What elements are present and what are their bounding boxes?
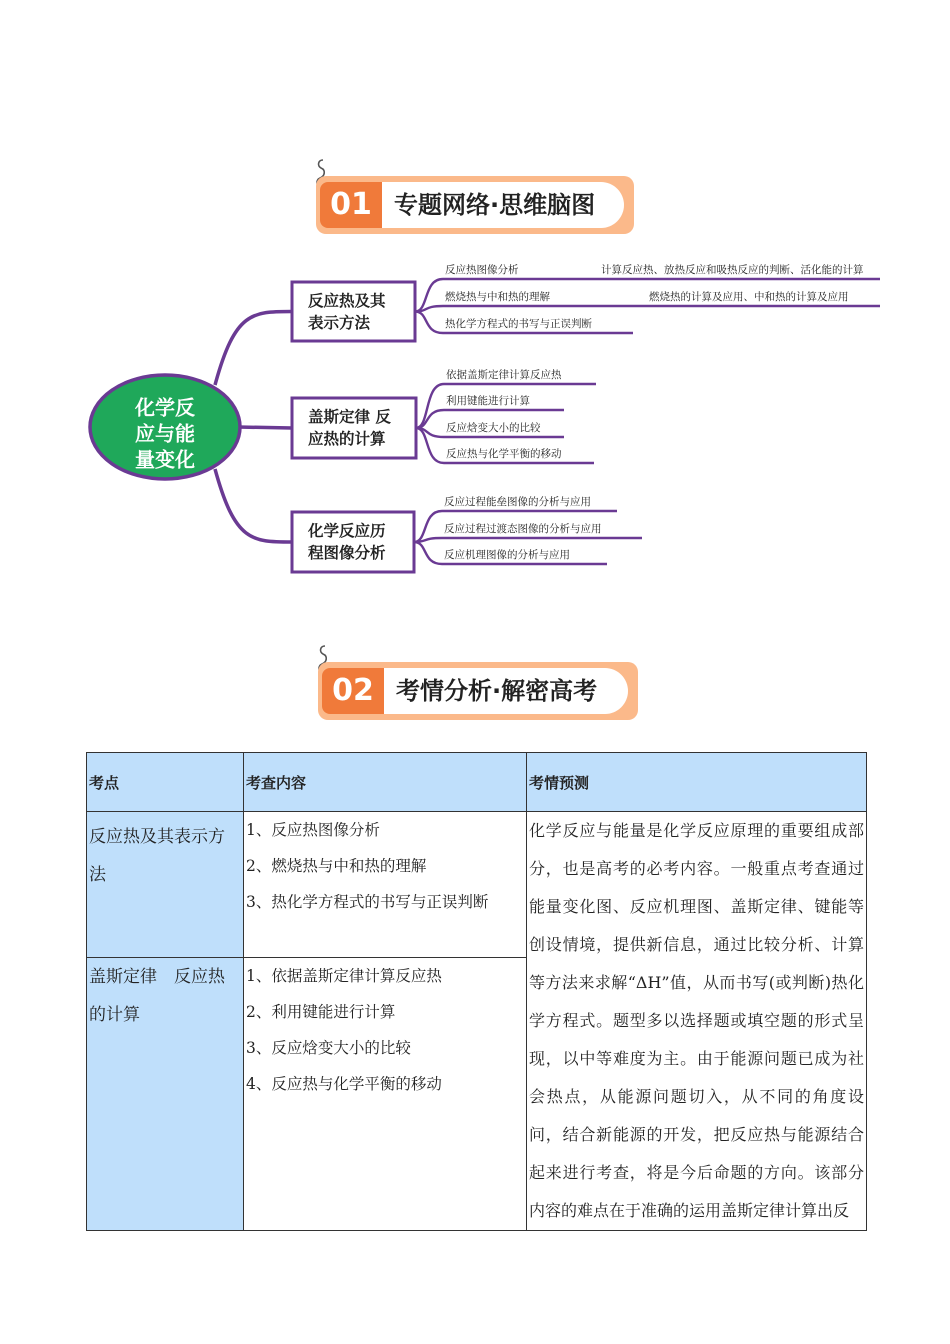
leaf-label: 反应焓变大小的比较	[446, 422, 541, 434]
section-banner-1	[316, 176, 634, 234]
connector-line	[215, 312, 292, 386]
connector-line	[416, 384, 444, 428]
branch-label: 反应热及其	[308, 292, 386, 310]
leaf-label: 反应热与化学平衡的移动	[446, 448, 562, 460]
table-row	[87, 812, 867, 958]
leaf-label: 反应过程过渡态图像的分析与应用	[444, 523, 602, 535]
content-item: 2、利用键能进行计算	[246, 1003, 396, 1022]
branch-label: 表示方法	[308, 314, 371, 332]
branch-box	[292, 398, 416, 458]
leaf-label: 反应过程能垒图像的分析与应用	[444, 496, 591, 508]
leaf-label: 热化学方程式的书写与正误判断	[445, 318, 592, 330]
subleaf-label: 计算反应热、放热反应和吸热反应的判断、活化能的计算	[601, 264, 864, 276]
table-header-row	[87, 753, 867, 812]
branch-label: 程图像分析	[308, 544, 386, 562]
content-cell	[244, 812, 527, 958]
header-content: 考查内容	[244, 753, 527, 812]
header-topic: 考点	[87, 753, 244, 812]
leaf-label: 燃烧热与中和热的理解	[445, 291, 550, 303]
section-number: 01	[320, 182, 382, 228]
root-label: 应与能	[135, 421, 195, 446]
mind-map	[80, 255, 880, 585]
branch-box	[292, 282, 415, 341]
subleaf-label: 燃烧热的计算及应用、中和热的计算及应用	[649, 291, 849, 303]
content-cell	[244, 958, 527, 1231]
connector-line	[414, 542, 442, 564]
content-item: 4、反应热与化学平衡的移动	[246, 1075, 442, 1094]
section-banner-2	[318, 662, 638, 720]
exam-analysis-table	[86, 752, 867, 1231]
connector-line	[415, 312, 443, 334]
branch-label: 盖斯定律 反	[308, 408, 391, 426]
section-title: 专题网络·思维脑图	[382, 182, 624, 228]
leaf-label: 反应热图像分析	[445, 264, 519, 276]
leaf-label: 反应机理图像的分析与应用	[444, 549, 570, 561]
leaf-label: 依据盖斯定律计算反应热	[446, 369, 562, 381]
content-item: 1、依据盖斯定律计算反应热	[246, 967, 442, 986]
connector-line	[215, 469, 292, 542]
prediction-cell: 化学反应与能量是化学反应原理的重要组成部分，也是高考的必考内容。一般重点考查通过能量变化图、反应机理图、盖斯定律、键能等创设情境，提供新信息，通过比较分析、计算等方法来求解“ΔH”值，从而书写(或判断)热化学方程式。题型多以选择题或填空题的形式呈现，以中等难度为主。由于能源问题已成为社会热点，从能源问题切入，从不同的角度设问，结合新能源的开发，把反应热与能源结合起来进行考查，将是今后命题的方向。该部分内容的难点在于准确的运用盖斯定律计算出反	[527, 812, 867, 1231]
content-item: 1、反应热图像分析	[246, 821, 380, 839]
section-number: 02	[322, 668, 384, 714]
section-title: 考情分析·解密高考	[384, 668, 628, 714]
root-label: 量变化	[135, 447, 195, 472]
content-item: 2、燃烧热与中和热的理解	[246, 857, 427, 875]
leaf-label: 利用键能进行计算	[446, 395, 530, 407]
topic-cell: 盖斯定律 反应热的计算	[87, 958, 244, 1231]
branch-label: 化学反应历	[308, 522, 386, 540]
content-item: 3、反应焓变大小的比较	[246, 1039, 411, 1058]
branch-label: 应热的计算	[308, 430, 386, 448]
connector-line	[238, 427, 292, 428]
header-prediction: 考情预测	[527, 753, 867, 812]
root-label: 化学反	[135, 395, 195, 420]
branch-box	[292, 512, 414, 572]
topic-cell: 反应热及其表示方法	[87, 812, 244, 958]
content-item: 3、热化学方程式的书写与正误判断	[246, 893, 489, 911]
